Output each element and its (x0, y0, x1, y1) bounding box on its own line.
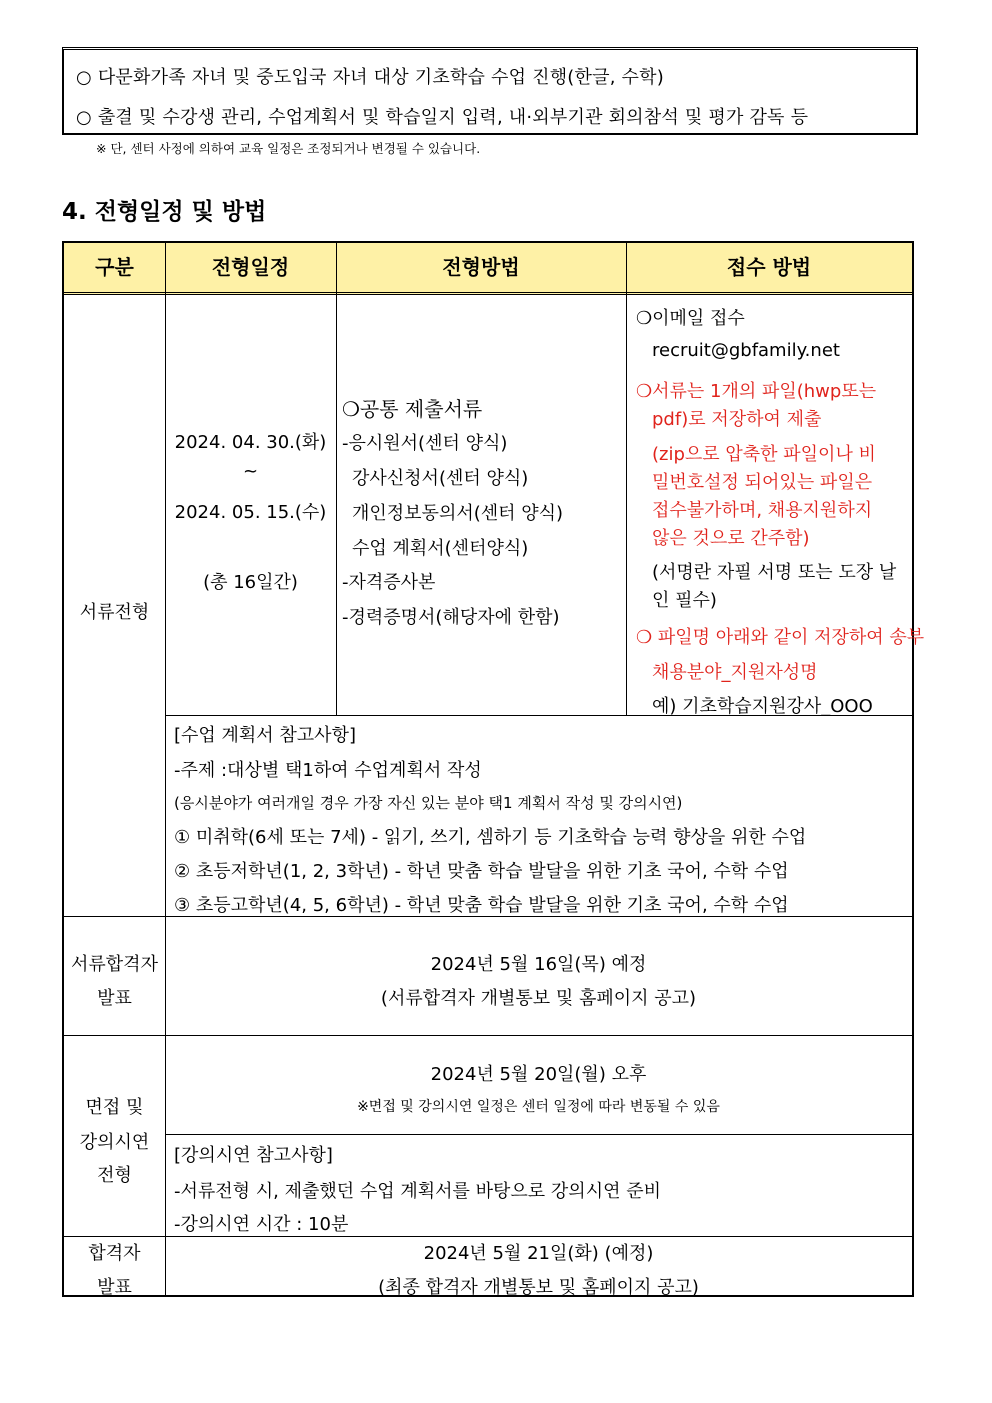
schedule-start: 2024. 04. 30.(화) (174, 432, 327, 453)
plan-notes-title: [수업 계획서 참고사항] (174, 725, 356, 746)
receipt-filename-example: 예) 기초학습지원강사_OOO (652, 696, 873, 717)
receipt-file-rule: pdf)로 저장하여 제출 (652, 409, 822, 430)
doc-pass-date: 2024년 5월 16일(목) 예정 (430, 954, 647, 975)
doc-pass-label: 서류합격자 (71, 954, 158, 975)
demo-notes-title: [강의시연 참고사항] (174, 1145, 333, 1166)
final-label: 합격자 (88, 1243, 141, 1264)
method-line: -자격증사본 (342, 572, 436, 593)
schedule-tilde: ~ (242, 461, 259, 482)
receipt-file-rule: 밀번호설정 되어있는 파일은 (652, 472, 873, 493)
method-line: 수업 계획서(센터양식) (352, 538, 529, 559)
row-divider (64, 1035, 912, 1036)
receipt-filename-rule: ❍ 파일명 아래와 같이 저장하여 송부 (636, 627, 925, 648)
table-header-row (64, 243, 912, 295)
receipt-file-rule: 않은 것으로 간주함) (652, 528, 810, 549)
demo-notes-line: -강의시연 시간 : 10분 (174, 1214, 349, 1235)
row-divider (64, 1236, 912, 1237)
receipt-signature-rule: 인 필수) (652, 590, 717, 611)
method-line: -경력증명서(해당자에 한함) (342, 607, 560, 628)
interview-label: 면접 및 (85, 1097, 144, 1118)
receipt-file-rule: 접수불가하며, 채용지원하지 (652, 500, 873, 521)
receipt-file-rule: (zip으로 압축한 파일이나 비 (652, 444, 876, 465)
receipt-filename-format: 채용분야_지원자성명 (652, 662, 818, 683)
col-divider (626, 243, 627, 716)
col-divider (336, 243, 337, 716)
schedule-duration: (총 16일간) (203, 572, 298, 593)
plan-notes-line: -주제 :대상별 택1하여 수업계획서 작성 (174, 760, 482, 781)
schedule-end: 2024. 05. 15.(수) (174, 502, 327, 523)
receipt-email-title: ❍이메일 접수 (636, 308, 745, 329)
schedule-table (62, 241, 925, 1298)
method-line: 강사신청서(센터 양식) (352, 468, 529, 489)
plan-notes-line: ① 미취학(6세 또는 7세) - 읽기, 쓰기, 셈하기 등 기초학습 능력 향상을 위한 수업 (174, 827, 807, 848)
plan-notes-line: ③ 초등고학년(4, 5, 6학년) - 학년 맞춤 학습 발달을 위한 기초 국어, 수학 수업 (174, 895, 789, 916)
final-label: 발표 (97, 1277, 132, 1298)
receipt-email-address[interactable]: recruit@gbfamily.net (652, 340, 840, 361)
duty-line-1: ○ 다문화가족 자녀 및 중도입국 자녀 대상 기초학습 수업 진행(한글, 수학) (76, 67, 664, 88)
section-title: 4. 전형일정 및 방법 (62, 199, 267, 225)
header-schedule: 전형일정 (211, 255, 290, 279)
doc-pass-notice: (서류합격자 개별통보 및 홈페이지 공고) (380, 988, 697, 1009)
col-divider (165, 243, 166, 1295)
receipt-signature-rule: (서명란 자필 서명 또는 도장 날 (652, 562, 897, 583)
final-date: 2024년 5월 21일(화) (예정) (423, 1243, 654, 1264)
header-category: 구분 (95, 255, 134, 279)
header-method: 전형방법 (442, 255, 520, 279)
interview-date: 2024년 5월 20일(월) 오후 (430, 1064, 647, 1085)
interview-note: ※면접 및 강의시연 일정은 센터 일정에 따라 변동될 수 있음 (357, 1099, 720, 1115)
document-stage-label: 서류전형 (79, 602, 150, 623)
receipt-file-rule: ❍서류는 1개의 파일(hwp또는 (636, 381, 877, 402)
schedule-change-note: ※ 단, 센터 사정에 의하여 교육 일정은 조정되거나 변경될 수 있습니다. (96, 141, 481, 156)
duty-line-2: ○ 출결 및 수강생 관리, 수업계획서 및 학습일지 입력, 내·외부기관 회의참석 및 평가 감독 등 (76, 107, 809, 128)
plan-notes-line: (응시분야가 여러개일 경우 가장 자신 있는 분야 택1 계획서 작성 및 강의시연) (174, 794, 683, 812)
method-line: ❍공통 제출서류 (342, 397, 483, 421)
header-receipt: 접수 방법 (726, 255, 812, 279)
row-divider (165, 1134, 912, 1135)
duty-box (62, 47, 918, 135)
doc-pass-label: 발표 (97, 988, 132, 1009)
final-notice: (최종 합격자 개별통보 및 홈페이지 공고) (378, 1277, 699, 1298)
plan-notes-line: ② 초등저학년(1, 2, 3학년) - 학년 맞춤 학습 발달을 위한 기초 국어, 수학 수업 (174, 861, 789, 882)
interview-label: 강의시연 (79, 1132, 150, 1153)
demo-notes-line: -서류전형 시, 제출했던 수업 계획서를 바탕으로 강의시연 준비 (174, 1181, 661, 1202)
interview-label: 전형 (97, 1165, 132, 1186)
method-line: 개인정보동의서(센터 양식) (352, 503, 564, 524)
method-line: -응시원서(센터 양식) (342, 433, 508, 454)
